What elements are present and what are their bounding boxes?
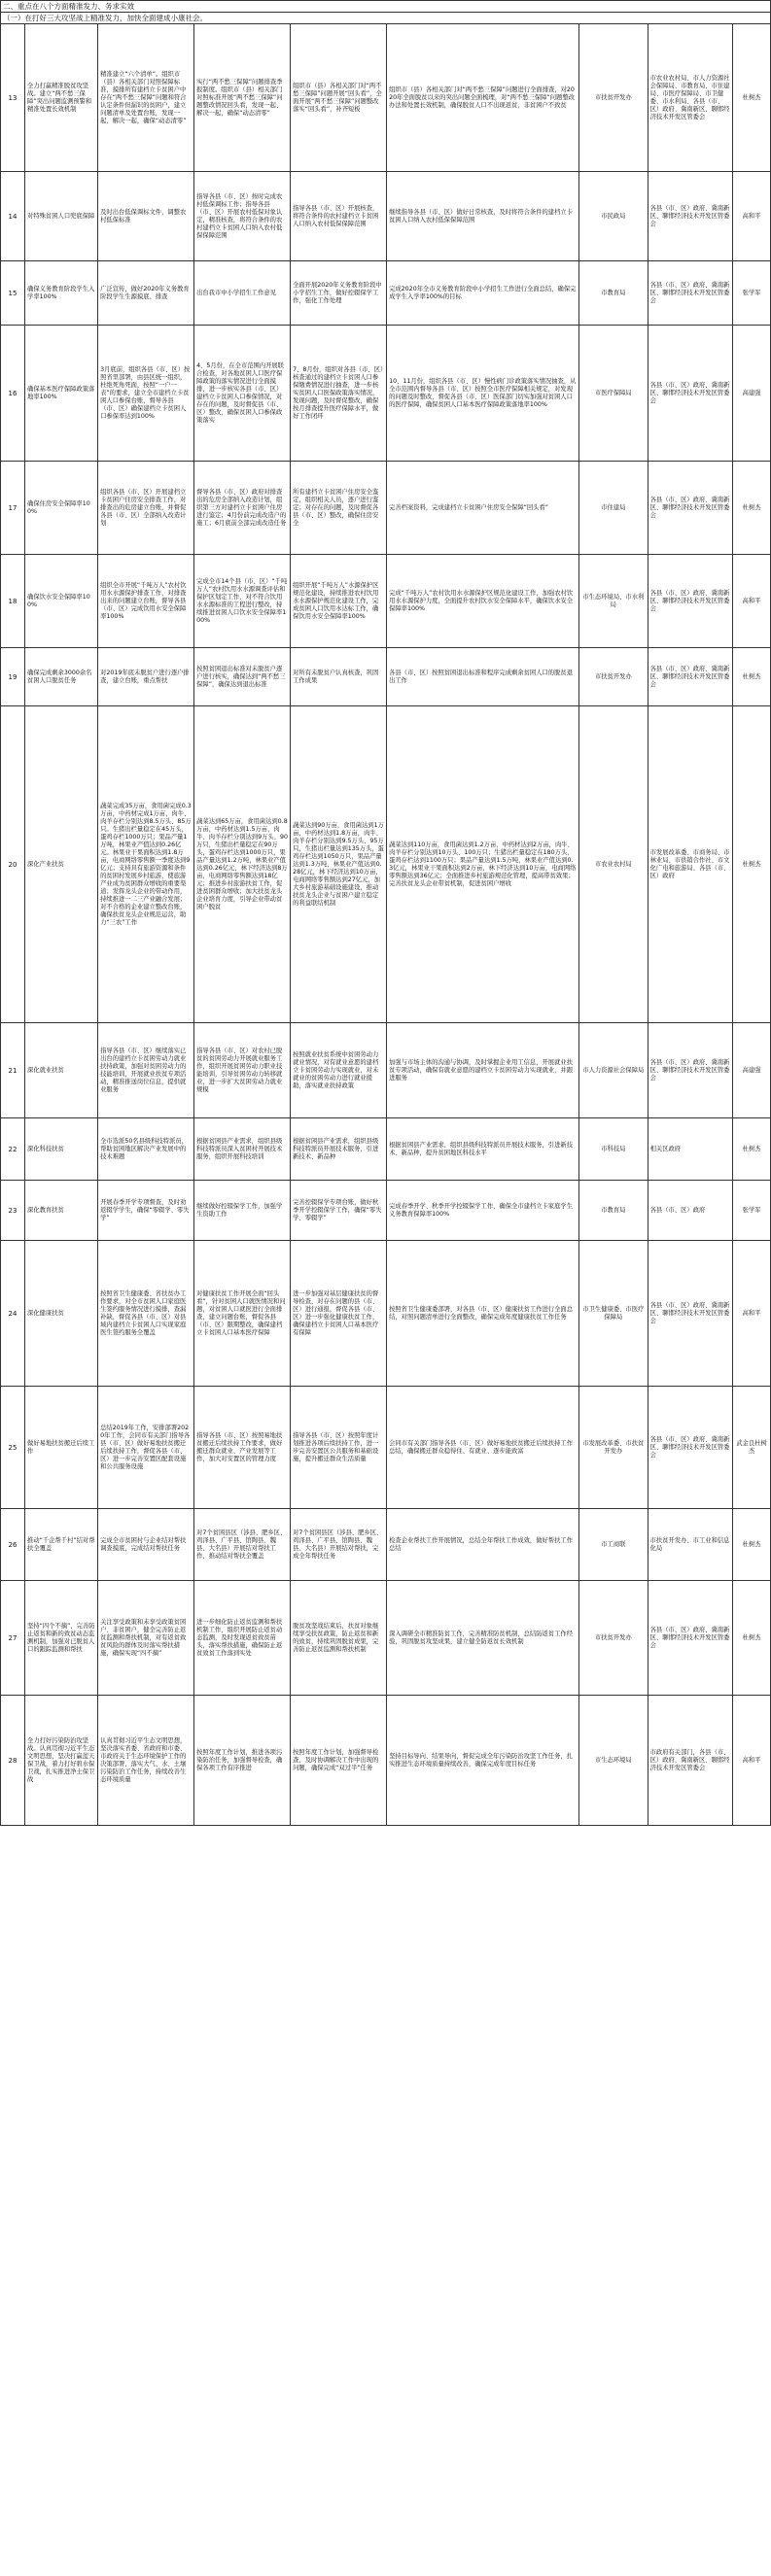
milestone-q4: 蔬菜达到110万亩，食用菌达到1.2万亩，中药材达到2万亩，肉牛、肉羊存栏分别达到10万头、100万只；生猪出栏量稳定在180万头，蛋鸡存栏达到1100万只；果品产量达到1.5万吨，林果业产值达到0.3亿元，林果业干果面积达到2万亩，林下经济达到10万亩，电商网络零售额达到36亿元；全面推进乡村旅游规范化管理，提高带贫效果；完善扶贫龙头企业带贫机制，促进贫困户增收 [387,706,579,1023]
milestone-q2: 指导各县（市、区）按照易地扶贫搬迁后续扶持工作要求，做好搬迁群众就业、产业发展等工作，加大对安置区的管理力度 [194,1387,291,1509]
milestone-q2: 进一步细化防止返贫监测和帮扶机制工作，组织开展防止返贫动态监测，及时发现返贫致贫苗头，落实帮扶措施，确保防止返贫致贫工作落到实处 [194,1581,291,1696]
milestone-q4: 深入调研全市精准防贫工作，完善精准防贫机制，总结防返贫工作经验，巩固脱贫攻坚成果，建立健全防返贫长效机制 [387,1581,579,1696]
milestone-q3: 全面开展2020年义务教育阶段中小学招生工作，做好控辍保学工作，强化工作处理 [291,261,387,326]
milestone-q2: 指导各县（市、区）对农村已脱贫的贫困劳动力开展就业服务工作，组织开展贫困劳动力职业技能培训，引导贫困劳动力转移就业，进一步扩大贫困劳动力就业规模 [194,1023,291,1118]
task-description: 做好易地扶贫搬迁后续工作 [25,1387,98,1509]
milestone-q1: 指导各县（市、区）继续落实已出台的建档立卡贫困劳动力就业扶持政策，加强对贫困劳动力的技能培训，开展就业扶贫专项活动，精准推送岗位信息，提供就业服务 [98,1023,194,1118]
milestone-q1: 完成全市贫困村与企业结对帮扶调查摸底，完成结对帮扶任务 [98,1509,194,1581]
task-description: 深化产业扶贫 [25,706,98,1023]
lead-unit: 市扶贫开发办 [579,1581,648,1696]
milestone-q4: 会同市有关部门指导各县（市、区）做好易地扶贫搬迁后续扶持工作总结，确保搬迁群众稳得住、有就业、逐步能致富 [387,1387,579,1509]
responsible-leader: 高建强 [733,326,771,462]
lead-unit: 市住建局 [579,462,648,555]
row-number: 26 [1,1509,25,1581]
table-row [1,326,771,462]
milestone-q4: 检查企业帮扶工作开展情况，总结全年帮扶工作成效，做好帮扶工作总结 [387,1509,579,1581]
milestone-q3: 按照年度工作计划，加强督导检查，及时协调解决工作中出现的问题，确保完成“双过半”任务 [291,1696,387,1826]
lead-unit: 市教育局 [579,1181,648,1241]
row-number: 13 [1,24,25,172]
responsible-leader: 杜树杰 [733,1118,771,1181]
responsible-units: 各县（市、区）政府、冀南新区、聊邯经济技术开发区管委会 [648,1387,733,1509]
table-row [1,1023,771,1118]
table-row [1,1696,771,1826]
milestone-q3: 指导各县（市、区）按照年度计划推进各项后续扶持工作，进一步完善安置区公共服务和基础设施，提升搬迁群众生活质量 [291,1387,387,1509]
milestone-q3: 按照就业扶贫系统中贫困劳动力就业情况，对有就业意愿的建档立卡贫困劳动力实现就业，对未就业的贫困劳动力进行就业援助，落实就业扶持政策 [291,1023,387,1118]
milestone-q1: 按照省卫生健康委、省扶贫办工作要求，对全市贫困人口家庭医生签约服务情况进行摸排，查漏补缺，督促各县（市、区）对县域内建档立卡贫困人口实现家庭医生签约服务全覆盖 [98,1241,194,1387]
responsible-units: 各县（市、区）政府 [648,1181,733,1241]
milestone-q2: 对7个贫困县区（涉县、肥乡区、鸡泽县、广平县、馆陶县、魏县、大名县）开展结对帮扶工作，推动结对帮扶全覆盖 [194,1509,291,1581]
milestone-q2: 指导各县（市、区）按时完成农村低保调标工作；指导各县（市、区）开展农村低保对象认定，精准核查，将符合条件的农村建档立卡贫困人口纳入农村低保保障范围 [194,172,291,261]
milestone-q2: 实行“两不愁三保障”问题排查季报制度。组织市（县）相关部门对照标准开展“两不愁三保障”问题整改情况回头看，发现一起、解决一起，确保“动态清零” [194,24,291,172]
milestone-q1: 组织全市开展“千吨万人”农村饮用水水源保护排查工作，对排查出来的问题建立台账，督导各县（市、区）完成饮用水安全保障率100% [98,555,194,648]
milestone-q4: 加强与市场主体的沟通与协调，及时掌握企业用工信息，开展就业扶贫专项活动，确保有就业意愿的建档立卡贫困劳动力实现就业，并跟进服务 [387,1023,579,1118]
row-number: 25 [1,1387,25,1509]
milestone-q2: 督导各县（市、区）政府对排查出的危房全部纳入改造计划，组织第三方对建档立卡贫困户住房进行鉴定；4月份前完成改造户的施工；6月底前全部完成改造任务 [194,462,291,555]
task-description: 确保住房安全保障率100% [25,462,98,555]
milestone-q3: 对所有未脱贫户认真核查，巩固工作成果 [291,648,387,706]
table-row [1,1581,771,1696]
milestone-q3: 蔬菜达到90万亩，食用菌达到1万亩，中药材达到1.8万亩，肉牛、肉羊存栏分别达到9.5万头、95万只，生猪出栏量达到135万头，蛋鸡存栏达到1050万只，果品产量达到1.3万吨，林果业产值达到0.28亿元，林下经济达到10万亩，电商网络零售额达到27亿元，加大乡村旅游基础设施建设，推动扶贫龙头企业与贫困户建立稳定的利益联结机制 [291,706,387,1023]
milestone-q3: 指导各县（市、区）开展核查，将符合条件的农村建档立卡贫困人口纳入农村低保保障范围 [291,172,387,261]
milestone-q4: 按照省卫生健康委部署，对各县（市、区）健康扶贫工作进行全面总结，对照问题清单进行全面整改，确保完成年度健康扶贫工作任务 [387,1241,579,1387]
milestone-q1: 总结2019年工作，安排部署2020年工作，会同市有关部门指导各县（市、区）做好易地扶贫搬迁后续扶持工作，督促各县（市、区）进一步完善安置区配套设施和公共服务设施 [98,1387,194,1509]
milestone-q2: 对健康扶贫工作开展全面“回头看”，针对贫困人口就医情况和问题，对贫困人口就医进行全面排查，建立问题台账，督促各县（市、区）限期整改，确保建档立卡贫困人口基本医疗保障 [194,1241,291,1387]
responsible-leader: 张学军 [733,261,771,326]
milestone-q1: 组织各县（市、区）开展建档立卡贫困户住房安全排查工作，对排查出的危房建立台账，并督促各县（市、区）全部纳入改造计划 [98,462,194,555]
responsible-leader: 杜树杰 [733,1581,771,1696]
task-description: 确保完成剩余3000余名贫困人口脱贫任务 [25,648,98,706]
milestone-q4: 完善档案资料，完成建档立卡贫困户住房安全保障“回头看” [387,462,579,555]
responsible-units: 各县（市、区）政府、冀南新区、聊邯经济技术开发区管委会 [648,1581,733,1696]
table-row [1,172,771,261]
responsible-units: 相关区政府 [648,1118,733,1181]
lead-unit: 市工商联 [579,1509,648,1581]
milestone-q4: 坚持目标导向、结果导向，督促完成全年污染防治攻坚工作任务，扎实推进生态环境质量持续改善，确保完成年度目标任务 [387,1696,579,1826]
responsible-units: 各县（市、区）政府、冀南新区、聊邯经济技术开发区管委会 [648,462,733,555]
row-number: 23 [1,1181,25,1241]
responsible-leader: 高和平 [733,1696,771,1826]
responsible-leader: 杜树杰 [733,1509,771,1581]
milestone-q4: 组织市（县）各相关部门对“两不愁三保障”问题进行全面排查，对2020年全面脱贫以来的突出问题全面梳理，对“两不愁三保障”问题整改办法和处置长效机制，确保脱贫人口不出现返贫，非贫困户不致贫 [387,24,579,172]
milestone-q2: 蔬菜达到65万亩，食用菌达到0.8万亩，中药材达到1.5万亩，肉牛、肉羊存栏分别达到9万头、90万只，生猪出栏量稳定在90万头，蛋鸡存栏达到1000万只，果品产量达到1.2万吨，林果业产值达到0.26亿元，林下经济达到8万亩，电商网络零售额达到18亿元；推进乡村旅游扶贫工作，促进贫困群众增收；加大扶贫龙头企业培育力度，引导企业带动贫困户脱贫 [194,706,291,1023]
responsible-leader: 张学军 [733,1181,771,1241]
milestone-q3: 组织开展“千吨万人”水源保护区规范化建设，持续推进农村饮用水水源保护规范化建设工作，完成贫困人口饮用水达标工作，确保饮用水安全保障率100% [291,555,387,648]
row-number: 14 [1,172,25,261]
milestone-q1: 3月底前，组织各县（市、区）按照省里部署，由县区统一组织，杜绝死角死面，按照“一户一表”的要求，建立全市建档立卡贫困人口参保台账，督导各县（市、区）确保建档立卡贫困人口参保率达到100% [98,326,194,462]
responsible-leader: 高和平 [733,1241,771,1387]
row-number: 21 [1,1023,25,1118]
lead-unit: 市民政局 [579,172,648,261]
milestone-q2: 完成全市14个县（市、区）“千吨万人”农村饮用水水源调查评估和保护区划定工作，对不符合饮用水水源标准的工程进行整改，持续推进贫困人口饮水安全保障率100% [194,555,291,648]
milestone-q3: 所有建档立卡贫困户住房安全鉴定，组织相关人员，逐户进行鉴定；对存在的问题，及时督促各县（市、区）整改，确保住房安全 [291,462,387,555]
milestone-q4: 完成2020年全市义务教育阶段中小学招生工作进行全面总结，确保完成学生入学率100%的目标 [387,261,579,326]
milestone-q1: 对2019年底未脱贫户进行逐户排查，建立台账，重点帮扶 [98,648,194,706]
responsible-units: 各县（市、区）政府、冀南新区、聊邯经济技术开发区管委会 [648,326,733,462]
responsible-leader: 高建强 [733,1023,771,1118]
row-number: 28 [1,1696,25,1826]
row-number: 15 [1,261,25,326]
table-row [1,1181,771,1241]
milestone-q3: 组织市（县）各相关部门对“两不愁三保障”问题开展“回头看”，全面开展“两不愁三保障”问题整改落实“回头看”，补齐短板 [291,24,387,172]
row-number: 20 [1,706,25,1023]
task-description: 深化教育扶贫 [25,1181,98,1241]
task-description: 深化科技扶贫 [25,1118,98,1181]
milestone-q1: 关注享受政策和未享受政策贫困户、非贫困户，健全完善防止返贫监测和帮扶机制，对有返贫致贫风险的群体及时落实帮扶措施，确保实现“四不摘” [98,1581,194,1696]
milestone-q4: 根据贫困县产业需求，组织县级科技特派员开展技术服务，引进新技术、新品种，提升贫困地区科技水平 [387,1118,579,1181]
milestone-q4: 完成“千吨万人”农村饮用水水源保护区规范化建设工作，加强农村饮用水水源保护力度，全面提升农村饮水安全保障水平，确保饮水安全保障率100% [387,555,579,648]
lead-unit: 市卫生健康委、市医疗保障局 [579,1241,648,1387]
milestone-q1: 开展春季开学专项督查，及时劝返辍学学生，确保“零辍学、零失学” [98,1181,194,1241]
lead-unit: 市农业农村局 [579,706,648,1023]
milestone-q2: 按照贫困退出标准对未脱贫户逐户进行核实，确保达到“两不愁三保障”，确保达到退出标准 [194,648,291,706]
responsible-units: 市发展改革委、市商务局、市林业局、市供销合作社、市文化广电和旅游局、各县（市、区）政府 [648,706,733,1023]
milestone-q4: 继续指导各县（市、区）做好日常核查，及时将符合条件的建档立卡贫困人口纳入农村低保保障范围 [387,172,579,261]
milestone-q4: 10、11月份，组织各县（市、区）慢性病门诊政策落实情况抽查，从全市范围内督导各县（市、区）按照全市医疗保障相关规定，对发现的问题及时整改，督促各县（市、区）医保部门切实加强对贫困人口的医疗保障，确保贫困人口基本医疗保障政策落地率100% [387,326,579,462]
table-row [1,24,771,172]
responsible-leader: 高和平 [733,555,771,648]
milestone-q2: 根据贫困县产业需求，组织县级科技特派员深入贫困村开展技术服务，组织开展科技培训 [194,1118,291,1181]
lead-unit: 市生态环境局、市水利局 [579,555,648,648]
task-description: 坚持“四个不摘”，完善防止返贫和新的致贫动态监测机制，加强对已脱贫人口的跟踪监测和帮扶 [25,1581,98,1696]
table-row [1,261,771,326]
lead-unit: 市科技局 [579,1118,648,1181]
milestone-q3: 完善控辍保学专项台账，做好秋季开学控辍保学工作，确保“零失学、零辍学” [291,1181,387,1241]
responsible-units: 各县（市、区）政府、冀南新区、聊邯经济技术开发区管委会 [648,172,733,261]
milestone-q2: 出台我市中小学招生工作意见 [194,261,291,326]
milestone-q3: 脱贫攻坚战结束后，扶贫对象继续享受扶贫政策，防止返贫和新的致贫，持续巩固脱贫成果，完善防止返贫监测和帮扶机制 [291,1581,387,1696]
table-row [1,462,771,555]
lead-unit: 市扶贫开发办 [579,24,648,172]
task-description: 全力打赢精准脱贫攻坚战。建立“两不愁三保障”突出问题监测预警和精准处置长效机制 [25,24,98,172]
task-description: 确保饮水安全保障率100% [25,555,98,648]
milestone-q3: 进一步加强对基层健康扶贫的督导检查，对存在问题的县（市、区）进行通报，督促各县（市、区）进一步强化健康扶贫工作，确保建档立卡贫困人口基本医疗有保障 [291,1241,387,1387]
task-table [0,23,771,1826]
row-number: 19 [1,648,25,706]
responsible-units: 各县（市、区）政府、冀南新区、聊邯经济技术开发区管委会 [648,555,733,648]
table-row [1,1241,771,1387]
milestone-q4: 完成春季开学、秋季开学控辍保学工作，确保全市建档立卡家庭学生义务教育保障率100% [387,1181,579,1241]
milestone-q1: 全市选派50名县级科技特派员，帮助贫困地区解决产业发展中的技术难题 [98,1118,194,1181]
lead-unit: 市人力资源社会保障局 [579,1023,648,1118]
milestone-q4: 各县（市、区）按照贫困退出标准和程序完成剩余贫困人口的脱贫退出工作 [387,648,579,706]
responsible-units: 各县（市、区）政府、冀南新区、聊邯经济技术开发区管委会 [648,1241,733,1387]
milestone-q1: 及时出台低保调标文件，调整农村低保标准 [98,172,194,261]
task-description: 对特殊贫困人口兜底保障 [25,172,98,261]
table-row [1,648,771,706]
milestone-q2: 按照年度工作计划，推进各项污染防治任务，加强督导检查，确保各项工作有序推进 [194,1696,291,1826]
responsible-units: 市农业农村局、市人力资源社会保障局、市教育局、市住建局、市医疗保障局、市卫健委、市水利局、各县（市、区）政府、冀南新区、聊邯经济技术开发区管委会 [648,24,733,172]
table-row [1,706,771,1023]
milestone-q2: 继续做好控辍保学工作，加强学生资助工作 [194,1181,291,1241]
row-number: 22 [1,1118,25,1181]
row-number: 18 [1,555,25,648]
section-title: 二、重点在八个方面精准发力、务求实效 [0,0,771,12]
responsible-units: 市政府有关部门，各县（市、区）政府、冀南新区、聊邯经济技术开发区管委会 [648,1696,733,1826]
row-number: 17 [1,462,25,555]
table-row [1,1118,771,1181]
task-description: 推动“千企帮千村”结对帮扶全覆盖 [25,1509,98,1581]
milestone-q1: 认真贯彻习近平生态文明思想，坚决落实省委、省政府和市委、市政府关于生态环境保护工作的决策部署，落实大气、水、土壤污染防治工作任务，持续改善生态环境质量 [98,1696,194,1826]
task-description: 确保基本医疗保障政策落地率100% [25,326,98,462]
responsible-leader: 高和平 [733,172,771,261]
task-rows [1,24,771,1826]
row-number: 24 [1,1241,25,1387]
milestone-q1: 精准建立“六个清单”。组织市（县）各相关部门对照保障标准，摸排所有建档立卡贫困户中存在“两不愁三保障”问题和符合认定条件但漏识的贫困户，建立问题清单及处置台账，发现一起、解决一起，确保“动态清零” [98,24,194,172]
responsible-leader: 杜树杰 [733,648,771,706]
task-description: 深化就业扶贫 [25,1023,98,1118]
milestone-q1: 广泛宣传，做好2020年义务教育阶段学生生源摸底、排查 [98,261,194,326]
lead-unit: 市发展改革委、市扶贫开发办 [579,1387,648,1509]
task-description: 全力打好污染防治攻坚战。认真贯彻习近平生态文明思想，坚决打赢蓝天保卫战，着力打好碧水保卫战，扎实推进净土保卫战 [25,1696,98,1826]
milestone-q3: 对7个贫困县区（涉县、肥乡区、鸡泽县、广平县、馆陶县、魏县、大名县）开展结对帮扶，完成全年帮扶任务 [291,1509,387,1581]
milestone-q3: 根据贫困县产业需求，组织县级科技特派员开展技术服务，引进新技术、新品种 [291,1118,387,1181]
lead-unit: 市扶贫开发办 [579,648,648,706]
milestone-q3: 7、8月份，组织对各县（市、区）核查通过的建档立卡贫困人口参保缴费情况进行抽查，进一步核实贫困人口医保政策落实情况，发现问题，及时督促整改，确保按月排查提升医疗保障水平，做好工作闭环 [291,326,387,462]
table-row [1,555,771,648]
task-description: 深化健康扶贫 [25,1241,98,1387]
responsible-leader: 杜树杰 [733,24,771,172]
table-row [1,1387,771,1509]
milestone-q1: 蔬菜完成35万亩，食用菌完成0.3万亩，中药材完成1万亩，肉牛、肉羊存栏分别达到8.5万头、85万只。生猪出栏量稳定在45万头，蛋鸡存栏1000万只；果品产量1万吨，林果业产值达到0.26亿元。林果业干果面积达到1.8万亩，电商网络零售额一季度达到9亿元；支持具有旅游资源和条件的贫困村发展乡村旅游，使旅游产业成为贫困群众增收的重要渠道；发挥龙头企业的带动作用，持续推进一二三产业融合发展；对不合格的企业建立整改台账，确保扶贫龙头企业规范运营，助力“三农”工作 [98,706,194,1023]
milestone-q2: 4、5月份，在全市范围内开展联合检查，对各地贫困人口医疗保障政策的落实情况进行全面摸排，进一步核实各县（市、区）建档立卡贫困人口参保情况，对存在的问题，及时督促县（市、区）整改，确保贫困人口参保政策落实 [194,326,291,462]
responsible-units: 各县（市、区）政府、冀南新区、聊邯经济技术开发区管委会 [648,648,733,706]
responsible-units: 各县（市、区）政府、冀南新区、聊邯经济技术开发区管委会 [648,1023,733,1118]
responsible-leader: 杜树杰 [733,462,771,555]
task-description: 确保义务教育阶段学生入学率100% [25,261,98,326]
lead-unit: 市教育局 [579,261,648,326]
responsible-units: 各县（市、区）政府、冀南新区、聊邯经济技术开发区管委会 [648,261,733,326]
lead-unit: 市医疗保障局 [579,326,648,462]
responsible-leader: 杜树杰 [733,706,771,1023]
responsible-leader: 武金良杜树杰 [733,1387,771,1509]
row-number: 27 [1,1581,25,1696]
responsible-units: 市扶贫开发办、市工业和信息化局 [648,1509,733,1581]
lead-unit: 市生态环境局 [579,1696,648,1826]
subsection-title: （一）在打好三大攻坚战上精准发力，加快全面建成小康社会。 [0,12,771,23]
row-number: 16 [1,326,25,462]
table-row [1,1509,771,1581]
